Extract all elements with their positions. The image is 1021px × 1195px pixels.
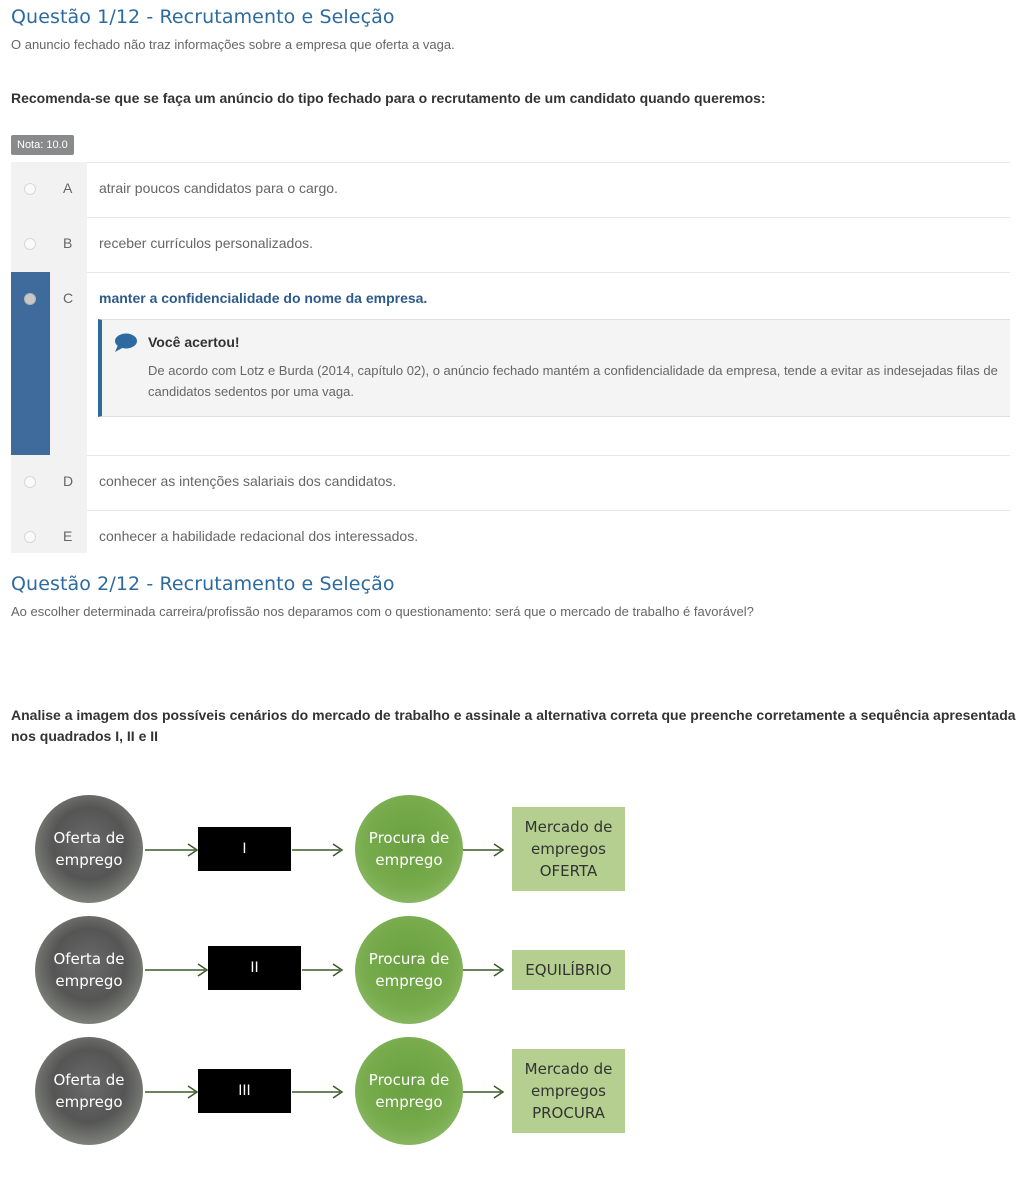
option-text: conhecer a habilidade redacional dos interessados. (99, 528, 419, 544)
arrow-icon (463, 1084, 505, 1100)
box-ii: II (208, 946, 301, 990)
question-2-intro: Ao escolher determinada carreira/profissão nos deparamos com o questionamento: será que o mercado de trabalho é favorável? (11, 604, 754, 619)
demand-circle: Procura de emprego (355, 916, 463, 1024)
speech-bubble-icon (114, 333, 138, 353)
question-2-stem: Analise a imagem dos possíveis cenários do mercado de trabalho e assinale a alternativa correta que preenche corretamente a sequência apresentada nos quadrados I, II e II (11, 707, 1016, 744)
option-c-radio[interactable] (24, 293, 36, 305)
option-d[interactable] (11, 455, 1010, 510)
feedback-title: Você acertou! (148, 334, 240, 350)
option-text: receber currículos personalizados. (99, 235, 313, 251)
question-1-title: Questão 1/12 - Recrutamento e Seleção (11, 6, 395, 28)
option-d-radio[interactable] (24, 476, 36, 488)
option-divider (87, 272, 1010, 273)
option-e-radio[interactable] (24, 531, 36, 543)
option-divider (87, 455, 1010, 456)
option-e[interactable] (11, 510, 1010, 553)
arrow-icon (463, 962, 505, 978)
feedback-body: De acordo com Lotz e Burda (2014, capítulo 02), o anúncio fechado mantém a confidencialidade da empresa, tende a evitar as indesejadas filas de candidatos sedentos por uma vaga. (148, 363, 998, 399)
option-letter: E (63, 528, 73, 544)
option-gutter (11, 217, 87, 272)
result-box: Mercado de empregos PROCURA (512, 1049, 625, 1133)
result-box: Mercado de empregos OFERTA (512, 807, 625, 891)
option-letter: B (63, 235, 73, 251)
option-text: atrair poucos candidatos para o cargo. (99, 180, 338, 196)
box-i: I (198, 827, 291, 871)
option-text: manter a confidencialidade do nome da empresa. (99, 290, 428, 306)
grade-badge: Nota: 10.0 (11, 135, 74, 155)
arrow-icon (463, 842, 505, 858)
arrow-icon (302, 962, 344, 978)
question-2-title: Questão 2/12 - Recrutamento e Seleção (11, 573, 395, 595)
option-divider (87, 217, 1010, 218)
result-box: EQUILÍBRIO (512, 950, 625, 990)
arrow-icon (292, 842, 344, 858)
demand-circle: Procura de emprego (355, 795, 463, 903)
arrow-icon (145, 1084, 199, 1100)
arrow-icon (145, 842, 199, 858)
question-1-intro: O anuncio fechado não traz informações sobre a empresa que oferta a vaga. (11, 37, 455, 52)
option-gutter (11, 455, 87, 510)
option-divider (87, 510, 1010, 511)
box-iii: III (198, 1069, 291, 1113)
option-gutter (11, 162, 87, 217)
option-a-radio[interactable] (24, 183, 36, 195)
arrow-icon (145, 962, 209, 978)
option-letter: D (63, 473, 74, 489)
option-letter: C (63, 290, 74, 306)
option-text: conhecer as intenções salariais dos candidatos. (99, 473, 397, 489)
demand-circle: Procura de emprego (355, 1037, 463, 1145)
option-gutter (11, 510, 87, 553)
supply-circle: Oferta de emprego (35, 1037, 143, 1145)
feedback-box (98, 319, 1010, 417)
option-letter: A (63, 180, 73, 196)
option-a[interactable] (11, 162, 1010, 217)
option-b[interactable] (11, 217, 1010, 272)
supply-circle: Oferta de emprego (35, 916, 143, 1024)
option-b-radio[interactable] (24, 238, 36, 250)
market-scenarios-diagram (0, 780, 660, 1180)
question-1-stem: Recomenda-se que se faça um anúncio do tipo fechado para o recrutamento de um candidato quando queremos: (11, 90, 766, 106)
supply-circle: Oferta de emprego (35, 795, 143, 903)
arrow-icon (292, 1084, 344, 1100)
option-divider (87, 162, 1010, 163)
option-c[interactable] (11, 272, 1010, 455)
